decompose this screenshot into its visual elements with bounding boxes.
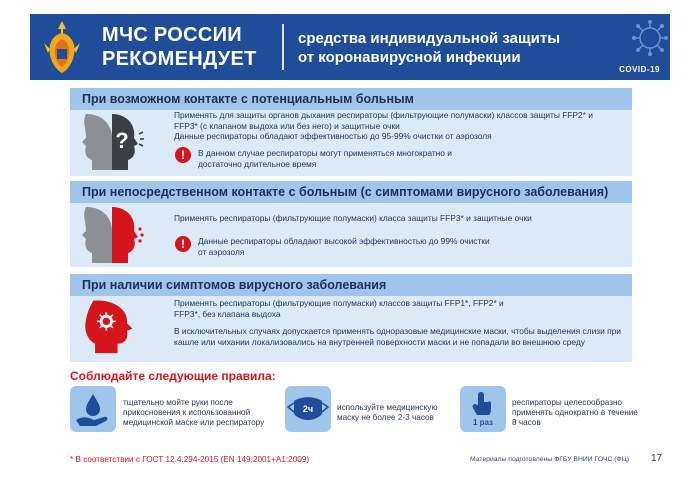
- warning-icon: !: [175, 147, 191, 163]
- brand-line-2: РЕКОМЕНДУЕТ: [102, 48, 257, 70]
- once-label: 1 раз: [472, 418, 494, 427]
- section-warning: В данном случае респираторы могут применяться многократно и достаточно длительное время: [198, 148, 452, 169]
- covid-label: COVID-19: [619, 65, 660, 74]
- credits: Материалы подготовлены ФГБУ ВНИИ ГОЧС (ФЦ): [470, 456, 630, 463]
- question-glyph: ?: [115, 128, 129, 153]
- subtitle-line-1: средства индивидуальной защиты: [298, 30, 561, 47]
- header-divider: [282, 24, 284, 70]
- brand-title: [102, 23, 257, 71]
- mask-hours-label: 2ч: [302, 404, 314, 414]
- rule-3-text: респираторы целесообразно применять однократно в течение 8 часов: [512, 398, 638, 427]
- rule-once-tile: [460, 386, 506, 432]
- footnote: * В соответствии с ГОСТ 12.4.294-2015 (EN 149:2001+A1:2009): [70, 455, 310, 464]
- header-banner: [30, 14, 670, 80]
- section-text-1: Применять респираторы (фильтрующие полумаски) класса защиты FFP3* и защитные очки: [174, 213, 532, 223]
- brand-line-1: МЧС РОССИИ: [102, 24, 242, 46]
- virus-icon: [630, 18, 670, 58]
- hand-wash-icon: [70, 386, 116, 432]
- page-number: 17: [651, 453, 663, 464]
- rule-handwash-tile: [70, 386, 116, 432]
- header-subtitle: [298, 29, 560, 67]
- head-virus-icon: [82, 298, 140, 354]
- subtitle-line-2: от коронавирусной инфекции: [298, 49, 521, 66]
- section-possible-contact: [70, 88, 632, 176]
- warning-icon: !: [175, 236, 191, 252]
- section-title: При непосредственном контакте с больным (с симптомами вирусного заболевания): [70, 181, 632, 203]
- rule-mask-tile: [285, 386, 331, 432]
- section-direct-contact: [70, 181, 632, 267]
- rules-title: Соблюдайте следующие правила:: [70, 369, 276, 383]
- rule-2-text: используйте медицинскую маску не более 2-3 часов: [337, 403, 438, 422]
- head-question-icon: [82, 112, 144, 170]
- medical-mask-icon: [285, 386, 331, 432]
- section-warning: Данные респираторы обладают высокой эффективностью до 99% очистки от аэрозоля: [198, 236, 490, 257]
- rule-1-text: тщательно мойте руки после прикосновения к использованной медицинской маске или респиратору: [123, 398, 265, 427]
- section-title: При возможном контакте с потенциальным больным: [70, 88, 632, 110]
- section-text-2: Данные респираторы обладают эффективностью до 95-99% очистки от аэрозоля: [174, 131, 492, 141]
- section-symptoms: [70, 274, 632, 362]
- section-text-1: Применять респираторы (фильтрующие полумаски) классов защиты FFP1*, FFP2* и FFP3*, без клапана выдоха: [174, 298, 504, 319]
- section-title: При наличии симптомов вирусного заболевания: [70, 274, 632, 296]
- section-text-2: В исключительных случаях допускается применять одноразовые медицинские маски, чтобы выделения слизи при кашле или чихании локализовались на внутренней поверхности маски и не попадали во внешнюю среду: [174, 326, 621, 347]
- head-sneeze-icon: [82, 205, 144, 263]
- section-text-1: Применять для защиты органов дыхания респираторы (фильтрующие полумаски) классов защиты FFP2* и FFP3* (с клапаном выдоха или без него) и защитные очки: [174, 110, 593, 131]
- emchs-emblem-icon: [42, 19, 82, 75]
